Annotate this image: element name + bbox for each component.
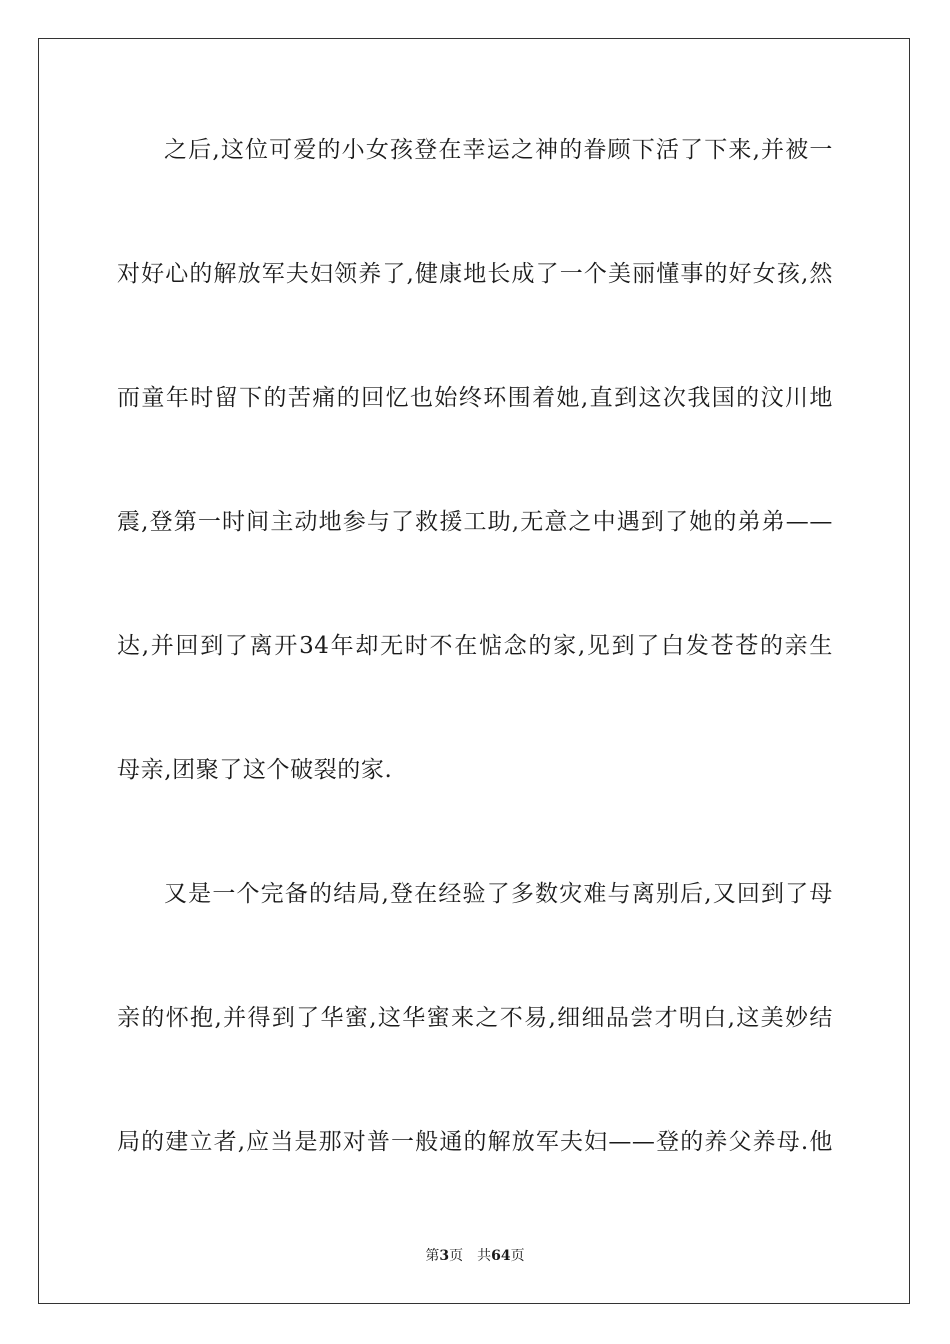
- page-footer: [0, 1246, 950, 1266]
- page-number: 3: [439, 1248, 450, 1264]
- paragraph-2-line-1: 又是一个完备的结局,登在经验了多数灾难与离别后,又回到了母: [164, 881, 833, 907]
- page-border: [38, 38, 910, 1304]
- page-prefix: 第: [425, 1248, 440, 1264]
- paragraph-2-line-3: 局的建立者,应当是那对普一般通的解放军夫妇——登的养父养母.他: [117, 1129, 833, 1155]
- paragraph-1-line-1: 之后,这位可爱的小女孩登在幸运之神的眷顾下活了下来,并被一: [164, 137, 833, 163]
- paragraph-1-line-6: 母亲,团聚了这个破裂的家.: [117, 757, 393, 783]
- total-suffix: 页: [510, 1248, 525, 1264]
- total-pages: 64: [491, 1248, 511, 1264]
- paragraph-1-line-2: 对好心的解放军夫妇领养了,健康地长成了一个美丽懂事的好女孩,然: [117, 261, 833, 287]
- paragraph-2-line-2: 亲的怀抱,并得到了华蜜,这华蜜来之不易,细细品尝才明白,这美妙结: [117, 1005, 833, 1031]
- page-suffix: 页: [449, 1248, 464, 1264]
- paragraph-1-line-5: 达,并回到了离开34年却无时不在惦念的家,见到了白发苍苍的亲生: [117, 633, 833, 659]
- total-prefix: 共: [477, 1248, 492, 1264]
- paragraph-1-line-3: 而童年时留下的苦痛的回忆也始终环围着她,直到这次我国的汶川地: [117, 385, 833, 411]
- paragraph-1-line-4: 震,登第一时间主动地参与了救援工助,无意之中遇到了她的弟弟——: [117, 509, 833, 535]
